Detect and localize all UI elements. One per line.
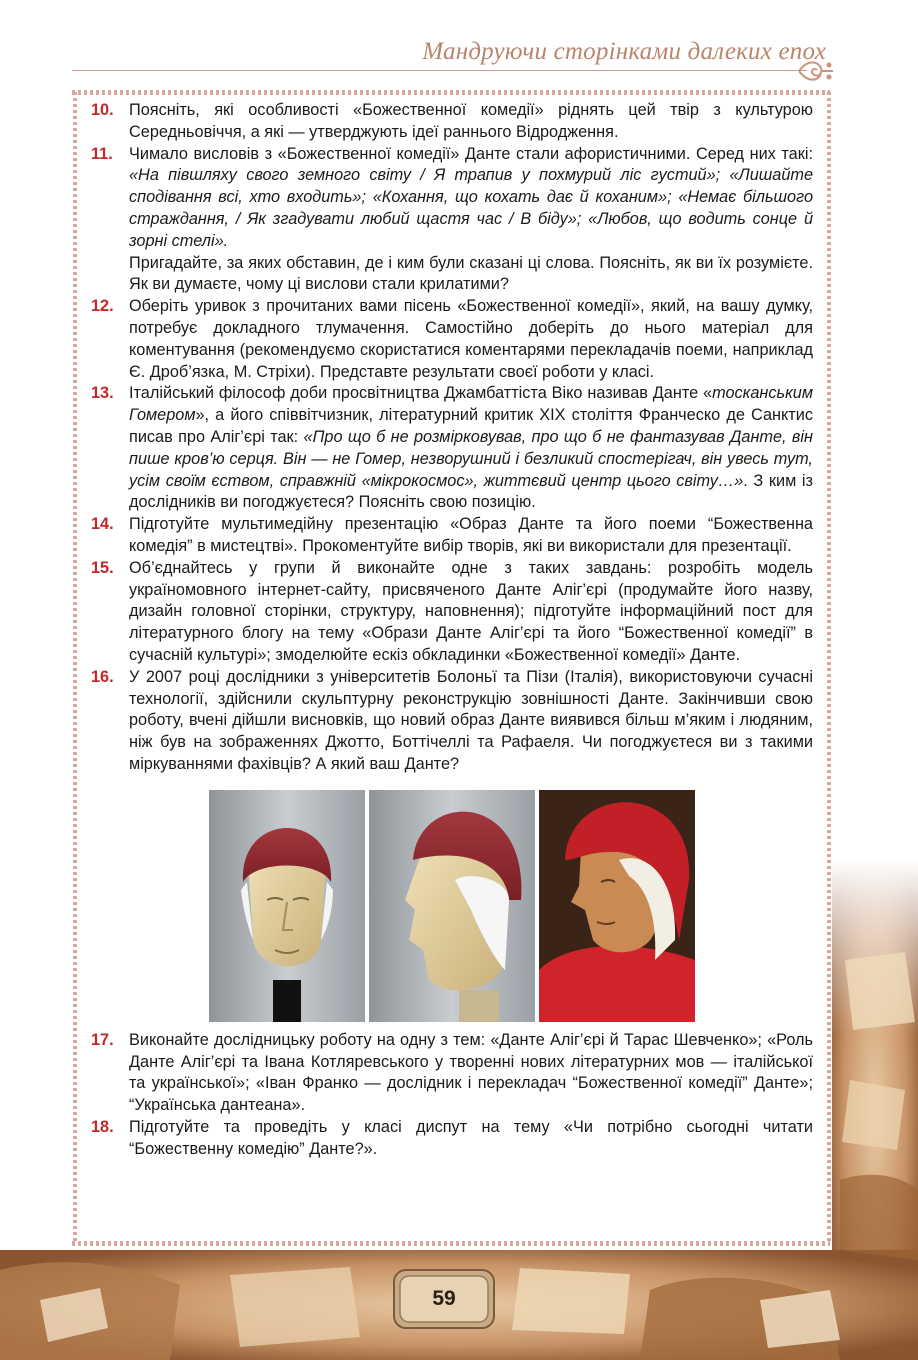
dante-portraits-figure (91, 790, 813, 1022)
page-number: 59 (432, 1287, 456, 1310)
quote-italic: тосканським Гомером (129, 384, 813, 425)
task-number: 18. (91, 1117, 114, 1136)
task-text-intro: Чимало висловів з «Божественної комедії» Данте стали афористичними. Серед них такі: (129, 144, 813, 163)
task-text: Виконайте дослідницьку роботу на одну з тем: «Данте Аліг’єрі й Тарас Шевченко»; «Роль Данте Аліг’єрі та Івана Котляревського у творенні нових літературних мов — італійської та української»; «Іван Франко — дослідник і перекладач “Божественної комедії” Данте»; “Українська дантеана». (129, 1030, 813, 1115)
task-item-11 (91, 144, 813, 297)
task-number: 14. (91, 515, 114, 534)
task-text-part: », а його співвітчизник, літературний критик XIX століття Франческо де Санктис писав про Аліг’єрі так: (129, 406, 813, 446)
dotted-frame-top (72, 90, 830, 95)
task-item-17 (91, 1030, 813, 1117)
task-item-15 (91, 558, 813, 667)
botticelli-portrait-painting (539, 790, 695, 1022)
task-list (91, 100, 813, 1160)
dotted-frame-left (73, 92, 77, 1244)
task-text (129, 144, 813, 297)
header-rule (72, 70, 807, 71)
task-item-13 (91, 383, 813, 514)
task-number: 15. (91, 558, 114, 577)
reconstruction-front-photo (209, 790, 365, 1022)
task-number: 10. (91, 101, 114, 119)
task-text-part: . З ким із дослідників ви погоджуєтеся? Поясніть свою позицію. (129, 471, 814, 512)
task-text: Підготуйте та проведіть у класі диспут на тему «Чи потрібно сьогодні читати “Божественну комедію” Данте?». (129, 1117, 813, 1158)
task-text: У 2007 році дослідники з університетів Болоньї та Пізи (Італія), використовуючи сучасні технології, здійснили скульптурну реконструкцію зовнішності Данте. Закінчивши свою роботу, вчені дійшли висновків, що новий образ Данте виявився більш м’яким і людяним, ніж був на зображеннях Джотто, Боттічеллі та Рафаеля. Чи погоджуєтеся ви з такими міркуваннями фахівців? А який ваш Данте? (129, 667, 813, 773)
task-number: 13. (91, 384, 114, 403)
task-number: 11. (91, 144, 113, 163)
task-text: Підготуйте мультимедійну презентацію «Образ Данте та його поеми “Божественна комедія” в мистецтві». Прокоментуйте вибір творів, які ви використали для презентації. (129, 515, 813, 555)
task-item-16 (91, 667, 813, 776)
task-number: 16. (91, 667, 114, 686)
running-header-title: Мандруючи сторінками далеких епох (422, 38, 826, 65)
quote-italic: «Про що б не розмірковував, про що б не фантазував Данте, він пише кров’ю серця. Він — не Гомер, незворушний і безликий спостерігач, він увесь тут, усім своїм єством, справжній «мікрокосмос», життєвий центр цього світу…» (129, 427, 813, 490)
task-item-10 (91, 100, 813, 144)
task-question: Пригадайте, за яких обставин, де і ким були сказані ці слова. Поясніть, як ви їх розумієте. Як ви думаєте, чому ці вислови стали крилатими? (129, 253, 813, 294)
task-text: Об’єднайтесь у групи й виконайте одне з таких завдань: розробіть модель україномовного інтернет-сайту, присвяченого Данте Аліг’єрі (продумайте його назву, дизайн головної сторінки, структуру, наповнення); підготуйте інформаційний пост для літературного блогу на тему «Образи Данте Аліг’єрі та його “Божественної комедії” в сучасній культурі»; змоделюйте ескіз обкладинки «Божественної комедії» Данте. (129, 558, 813, 664)
reconstruction-profile-photo (369, 790, 535, 1022)
task-text: Поясніть, які особливості «Божественної комедії» ріднять цей твір з культурою Середньовіччя, а які — утверджують ідеї раннього Відродження. (129, 101, 813, 141)
dotted-frame-right (827, 92, 831, 1244)
dante-portraits-image (209, 790, 695, 1022)
aphorism-quotes: «На півшляху свого земного світу / Я трапив у похмурий ліс густий»; «Лишайте сподівання всі, хто входить»; «Кохання, що кохать дає й коханим»; «Немає більшого страждання, / Як згадувати любий щастя час / В біду»; «Любов, що водить сонце й зорні стелі». (129, 166, 813, 250)
task-number: 17. (91, 1030, 114, 1049)
task-item-12 (91, 296, 813, 383)
task-text: Оберіть уривок з прочитаних вами пісень «Божественної комедії», який, на вашу думку, потребує докладного тлумачення. Самостійно доберіть до нього матеріал для коментування (рекомендуємо скористатися коментарями перекладачів поеми, наприклад Є. Дроб’язка, М. Стріхи). Представте результати своєї роботи у класі. (129, 297, 813, 381)
dotted-frame-bottom (72, 1241, 830, 1246)
task-item-14 (91, 514, 813, 558)
flourish-ornament-icon (795, 52, 835, 90)
task-item-18 (91, 1117, 813, 1161)
task-text-part: Італійський філософ доби просвітництва Джамбаттіста Віко називав Данте « (129, 384, 713, 403)
task-text (129, 383, 813, 514)
task-number: 12. (91, 297, 114, 316)
